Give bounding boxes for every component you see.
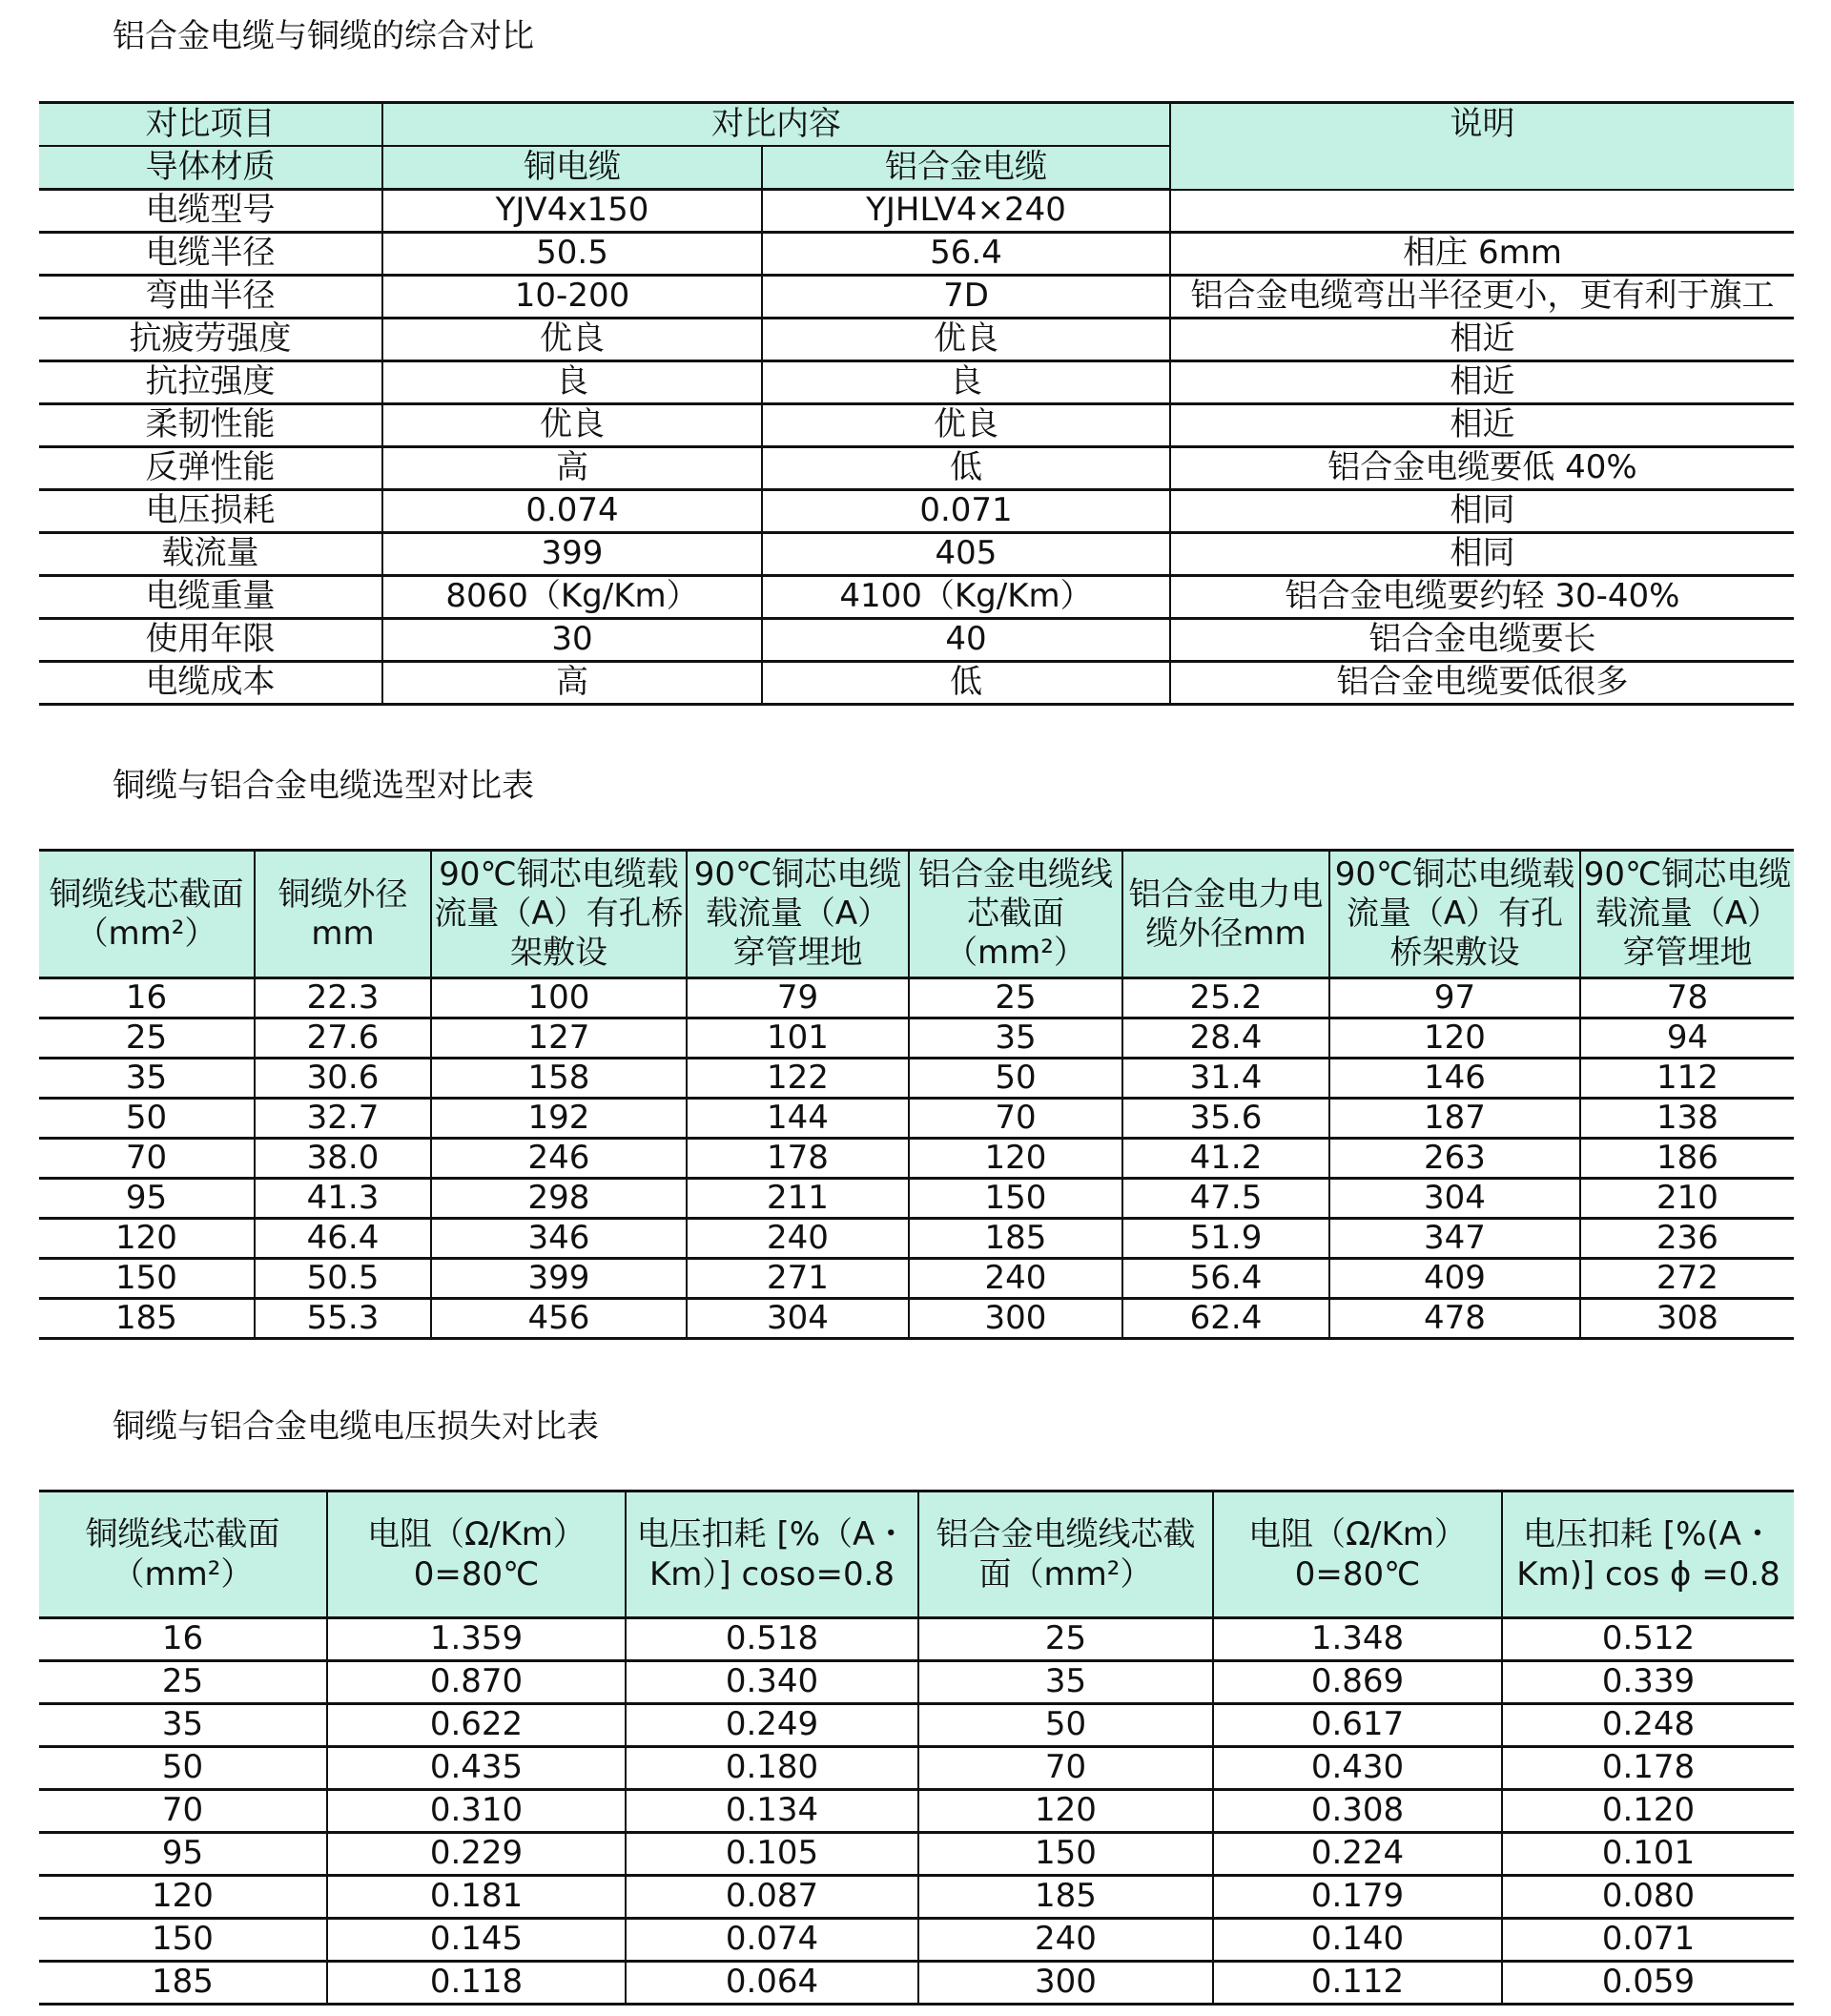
table-row [39, 576, 1794, 619]
table-cell: 138 [1580, 1099, 1794, 1139]
table-cell: 240 [909, 1259, 1122, 1299]
table-cell: 50 [39, 1747, 327, 1790]
table-cell: 62.4 [1122, 1299, 1329, 1339]
table-cell: 456 [431, 1299, 687, 1339]
table-cell: 120 [918, 1790, 1213, 1833]
table-cell: 1.348 [1213, 1618, 1502, 1661]
table-row [39, 1919, 1794, 1962]
column-header: 铜缆线芯截面（mm²） [39, 1491, 327, 1618]
table-cell: 240 [687, 1219, 909, 1259]
table-row [39, 1299, 1794, 1339]
table-row [39, 1219, 1794, 1259]
table-row [39, 662, 1794, 705]
cell-item: 电缆型号 [39, 190, 382, 233]
table-cell: 0.512 [1502, 1618, 1794, 1661]
voltage-loss-table [39, 1490, 1794, 2006]
table-row [39, 490, 1794, 533]
table-cell: 0.308 [1213, 1790, 1502, 1833]
table-cell: 25 [909, 978, 1122, 1018]
table-cell: 0.180 [626, 1747, 918, 1790]
section2-title: 铜缆与铝合金电缆选型对比表 [113, 767, 534, 805]
table-cell: 272 [1580, 1259, 1794, 1299]
cell-note [1170, 190, 1794, 233]
section1-title: 铝合金电缆与铜缆的综合对比 [113, 17, 534, 55]
table-row [39, 361, 1794, 404]
table-cell: 51.9 [1122, 1219, 1329, 1259]
cell-note: 相近 [1170, 404, 1794, 447]
table-row [39, 1833, 1794, 1876]
table-cell: 0.105 [626, 1833, 918, 1876]
table-cell: 0.622 [327, 1704, 626, 1747]
header-material: 导体材质 [39, 146, 382, 190]
table-cell: 0.178 [1502, 1747, 1794, 1790]
table-row [39, 1179, 1794, 1219]
table-cell: 0.118 [327, 1962, 626, 2005]
table-cell: 0.869 [1213, 1661, 1502, 1704]
cell-alloy: 低 [762, 662, 1170, 705]
table-cell: 409 [1329, 1259, 1580, 1299]
cell-item: 载流量 [39, 533, 382, 576]
table-cell: 0.064 [626, 1962, 918, 2005]
table-cell: 35 [39, 1059, 255, 1099]
table-cell: 35 [909, 1018, 1122, 1059]
table-cell: 95 [39, 1833, 327, 1876]
cell-copper: 399 [382, 533, 762, 576]
table-cell: 271 [687, 1259, 909, 1299]
table-cell: 101 [687, 1018, 909, 1059]
table-cell: 210 [1580, 1179, 1794, 1219]
column-header: 铜缆线芯截面（mm²） [39, 851, 255, 978]
table-cell: 35 [918, 1661, 1213, 1704]
table-row [39, 276, 1794, 319]
table-cell: 0.179 [1213, 1876, 1502, 1919]
cell-copper: 0.074 [382, 490, 762, 533]
table-cell: 0.340 [626, 1661, 918, 1704]
table-cell: 185 [115, 1298, 177, 1337]
cell-item: 使用年限 [39, 619, 382, 662]
table-cell: 16 [39, 978, 255, 1018]
table-cell: 50 [909, 1059, 1122, 1099]
cell-note: 铝合金电缆要约轻 30-40% [1170, 576, 1794, 619]
table-cell: 0.087 [626, 1876, 918, 1919]
table-row [39, 1059, 1794, 1099]
cell-note: 铝合金电缆要低 40% [1170, 447, 1794, 490]
cell-alloy: 良 [762, 361, 1170, 404]
table-cell: 0.224 [1213, 1833, 1502, 1876]
cell-alloy: 优良 [762, 404, 1170, 447]
table-cell: 0.249 [626, 1704, 918, 1747]
header-alloy: 铝合金电缆 [762, 146, 1170, 190]
cell-alloy: 7D [762, 276, 1170, 319]
table-cell: 122 [687, 1059, 909, 1099]
column-header: 铝合金电缆线芯截面（mm²） [909, 851, 1122, 978]
column-header: 90℃铜芯电缆载流量（A）穿管埋地 [1580, 851, 1794, 978]
table-cell: 70 [39, 1790, 327, 1833]
table-row [39, 1704, 1794, 1747]
table-cell: 112 [1580, 1059, 1794, 1099]
cell-note: 相近 [1170, 319, 1794, 361]
column-header: 90℃铜芯电缆载流量（A）穿管埋地 [687, 851, 909, 978]
cell-item: 弯曲半径 [39, 276, 382, 319]
table-cell: 187 [1329, 1099, 1580, 1139]
cell-copper: 10-200 [382, 276, 762, 319]
table-cell: 150 [39, 1259, 255, 1299]
column-header: 电压扣耗 [%（A・Km）] coso=0.8 [626, 1491, 918, 1618]
table-row [39, 1661, 1794, 1704]
table-cell: 185 [918, 1876, 1213, 1919]
table-cell: 0.339 [1502, 1661, 1794, 1704]
comparison-table [39, 101, 1794, 706]
table-cell: 97 [1329, 978, 1580, 1018]
cell-item: 柔韧性能 [39, 404, 382, 447]
table-cell: 0.310 [327, 1790, 626, 1833]
table-row [39, 233, 1794, 276]
table-cell: 50.5 [255, 1259, 431, 1299]
cell-copper: YJV4x150 [382, 190, 762, 233]
table-cell: 304 [687, 1299, 909, 1339]
table-row [39, 1618, 1794, 1661]
table-cell: 27.6 [255, 1018, 431, 1059]
table-cell: 0.248 [1502, 1704, 1794, 1747]
table-row [39, 619, 1794, 662]
table-cell: 41.3 [255, 1179, 431, 1219]
table-cell: 240 [918, 1919, 1213, 1962]
table-cell: 35 [39, 1704, 327, 1747]
table-cell: 192 [431, 1099, 687, 1139]
table-row [39, 1099, 1794, 1139]
cell-item: 抗疲劳强度 [39, 319, 382, 361]
cell-item: 电压损耗 [39, 490, 382, 533]
table-cell: 28.4 [1122, 1018, 1329, 1059]
table-cell: 478 [1329, 1299, 1580, 1339]
table-cell: 38.0 [255, 1139, 431, 1179]
section3-title: 铜缆与铝合金电缆电压损失对比表 [113, 1408, 599, 1446]
table-cell: 0.145 [327, 1919, 626, 1962]
table-cell: 0.229 [327, 1833, 626, 1876]
table-cell: 30.6 [255, 1059, 431, 1099]
table-cell: 185 [152, 1963, 214, 2002]
table-cell: 0.870 [327, 1661, 626, 1704]
cell-note: 铝合金电缆要低很多 [1170, 662, 1794, 705]
cell-copper: 高 [382, 662, 762, 705]
table-cell: 0.074 [626, 1919, 918, 1962]
cell-copper: 优良 [382, 319, 762, 361]
table-cell: 0.617 [1213, 1704, 1502, 1747]
cell-note: 铝合金电缆弯出半径更小，更有利于旗工 [1170, 276, 1794, 319]
table-row [39, 1962, 1794, 2005]
table-cell: 95 [39, 1179, 255, 1219]
table-cell: 185 [909, 1219, 1122, 1259]
table-cell: 308 [1580, 1299, 1794, 1339]
column-header: 90℃铜芯电缆载流量（A）有孔桥架敷设 [1329, 851, 1580, 978]
table-cell: 211 [687, 1179, 909, 1219]
cell-alloy: 优良 [762, 319, 1170, 361]
table-cell: 70 [39, 1139, 255, 1179]
column-header: 铝合金电缆线芯截面（mm²） [918, 1491, 1213, 1618]
cell-copper: 8060（Kg/Km） [382, 576, 762, 619]
table-cell: 47.5 [1122, 1179, 1329, 1219]
table-cell: 100 [431, 978, 687, 1018]
cell-copper: 30 [382, 619, 762, 662]
cell-note: 相庄 6mm [1170, 233, 1794, 276]
table-cell: 70 [918, 1747, 1213, 1790]
cell-alloy: 4100（Kg/Km） [762, 576, 1170, 619]
table-row [39, 319, 1794, 361]
table-cell: 25 [39, 1018, 255, 1059]
table-cell: 346 [431, 1219, 687, 1259]
table-cell: 41.2 [1122, 1139, 1329, 1179]
table-cell: 399 [431, 1259, 687, 1299]
table-cell: 1.359 [327, 1618, 626, 1661]
table-cell: 127 [431, 1018, 687, 1059]
table-cell: 0.120 [1502, 1790, 1794, 1833]
table-cell: 150 [918, 1833, 1213, 1876]
table-cell: 0.101 [1502, 1833, 1794, 1876]
cell-item: 电缆重量 [39, 576, 382, 619]
table-row [39, 533, 1794, 576]
table-cell: 263 [1329, 1139, 1580, 1179]
cell-note: 相同 [1170, 533, 1794, 576]
table-cell: 25 [39, 1661, 327, 1704]
table-row [39, 1790, 1794, 1833]
cell-item: 抗拉强度 [39, 361, 382, 404]
cell-note: 相近 [1170, 361, 1794, 404]
table-cell: 144 [687, 1099, 909, 1139]
table-cell: 50 [918, 1704, 1213, 1747]
cell-alloy: YJHLV4×240 [762, 190, 1170, 233]
table-cell: 0.071 [1502, 1919, 1794, 1962]
cell-note: 相同 [1170, 490, 1794, 533]
header-content: 对比内容 [382, 103, 1170, 147]
column-header: 电压扣耗 [%(A・Km)] cos ϕ =0.8 [1502, 1491, 1794, 1618]
header-item: 对比项目 [39, 103, 382, 147]
table-cell: 55.3 [255, 1299, 431, 1339]
table-cell: 236 [1580, 1219, 1794, 1259]
table-cell: 0.181 [327, 1876, 626, 1919]
table-cell: 79 [687, 978, 909, 1018]
table-row [39, 1876, 1794, 1919]
table-cell: 158 [431, 1059, 687, 1099]
table-cell: 0.080 [1502, 1876, 1794, 1919]
table-cell: 186 [1580, 1139, 1794, 1179]
table-cell: 0.112 [1213, 1962, 1502, 2005]
table-cell: 150 [39, 1919, 327, 1962]
table-cell: 120 [909, 1139, 1122, 1179]
cell-alloy: 405 [762, 533, 1170, 576]
cell-copper: 优良 [382, 404, 762, 447]
column-header: 铜缆外径mm [255, 851, 431, 978]
table-cell: 146 [1329, 1059, 1580, 1099]
cell-copper: 50.5 [382, 233, 762, 276]
table-cell: 0.518 [626, 1618, 918, 1661]
table-row [39, 1018, 1794, 1059]
table-cell: 25 [918, 1618, 1213, 1661]
selection-table [39, 849, 1794, 1340]
table-cell: 70 [909, 1099, 1122, 1139]
table-row [39, 978, 1794, 1018]
table-cell: 50 [39, 1099, 255, 1139]
cell-alloy: 0.071 [762, 490, 1170, 533]
table-cell: 0.435 [327, 1747, 626, 1790]
column-header: 90℃铜芯电缆载流量（A）有孔桥架敷设 [431, 851, 687, 978]
cell-item: 反弹性能 [39, 447, 382, 490]
table-row [39, 1747, 1794, 1790]
cell-item: 电缆半径 [39, 233, 382, 276]
cell-note: 铝合金电缆要长 [1170, 619, 1794, 662]
table-cell: 25.2 [1122, 978, 1329, 1018]
table-cell: 32.7 [255, 1099, 431, 1139]
table-cell: 0.140 [1213, 1919, 1502, 1962]
table-cell: 300 [909, 1299, 1122, 1339]
table-cell: 46.4 [255, 1219, 431, 1259]
table-cell: 304 [1329, 1179, 1580, 1219]
table-cell: 31.4 [1122, 1059, 1329, 1099]
table-cell: 56.4 [1122, 1259, 1329, 1299]
cell-copper: 高 [382, 447, 762, 490]
table-cell: 347 [1329, 1219, 1580, 1259]
table-cell: 178 [687, 1139, 909, 1179]
table-cell: 150 [909, 1179, 1122, 1219]
table-cell: 298 [431, 1179, 687, 1219]
column-header: 电阻（Ω/Km）0=80℃ [1213, 1491, 1502, 1618]
column-header: 铝合金电力电缆外径mm [1122, 851, 1329, 978]
table-cell: 120 [39, 1876, 327, 1919]
table-cell: 0.134 [626, 1790, 918, 1833]
table-cell: 16 [39, 1618, 327, 1661]
table-cell: 120 [39, 1219, 255, 1259]
table-row [39, 404, 1794, 447]
cell-alloy: 56.4 [762, 233, 1170, 276]
table-cell: 22.3 [255, 978, 431, 1018]
table-cell: 94 [1580, 1018, 1794, 1059]
column-header: 电阻（Ω/Km）0=80℃ [327, 1491, 626, 1618]
table-cell: 246 [431, 1139, 687, 1179]
table-cell: 0.430 [1213, 1747, 1502, 1790]
table-cell: 0.059 [1502, 1962, 1794, 2005]
header-copper: 铜电缆 [382, 146, 762, 190]
table-cell: 120 [1329, 1018, 1580, 1059]
table-row [39, 1259, 1794, 1299]
table-row [39, 447, 1794, 490]
table-row [39, 1139, 1794, 1179]
cell-item: 电缆成本 [145, 663, 276, 702]
cell-alloy: 40 [762, 619, 1170, 662]
cell-alloy: 低 [762, 447, 1170, 490]
table-cell: 78 [1580, 978, 1794, 1018]
table-row [39, 190, 1794, 233]
cell-copper: 良 [382, 361, 762, 404]
table-cell: 35.6 [1122, 1099, 1329, 1139]
header-note: 说明 [1170, 103, 1794, 190]
table-cell: 300 [918, 1962, 1213, 2005]
